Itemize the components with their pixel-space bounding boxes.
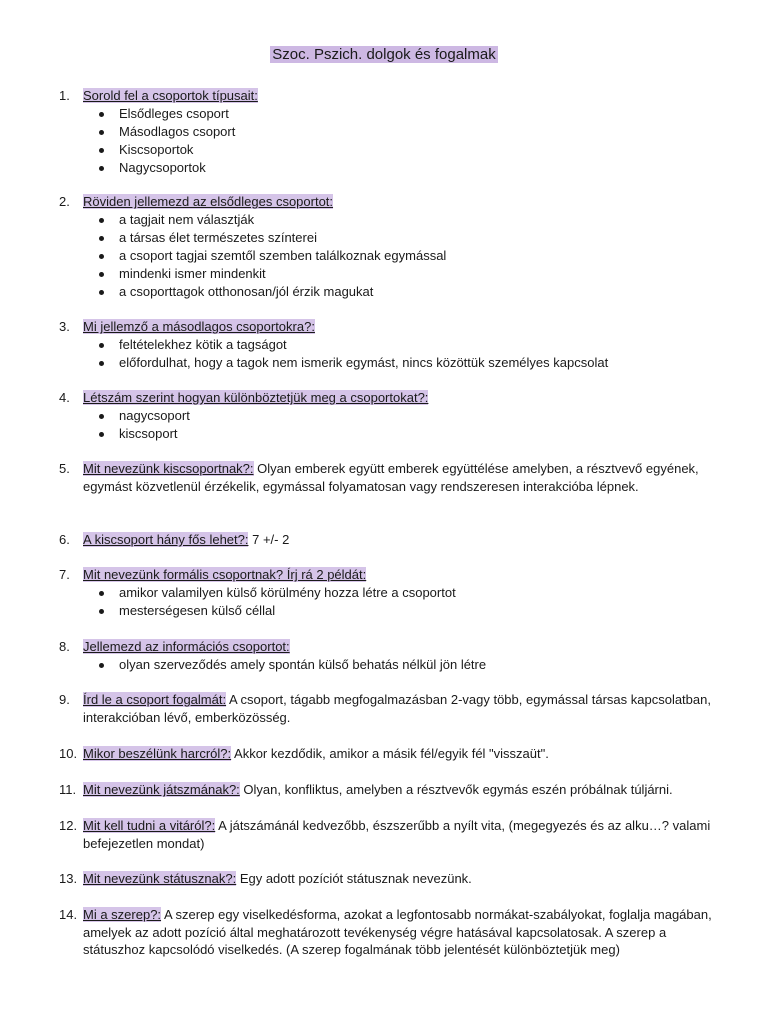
question-answer: Egy adott pozíciót státusznak nevezünk. — [236, 871, 472, 886]
question-prompt: Sorold fel a csoportok típusait: — [83, 88, 258, 103]
question-number: 9. — [59, 692, 70, 707]
question-5 — [59, 460, 724, 495]
question-prompt: Jellemezd az információs csoportot: — [83, 639, 290, 654]
question-8 — [59, 638, 724, 674]
question-text-line — [83, 318, 724, 336]
list-item: Nagycsoportok — [59, 159, 724, 177]
question-text-line — [83, 870, 724, 888]
list-item: a tagjait nem választják — [59, 211, 724, 229]
list-item: mindenki ismer mindenkit — [59, 265, 724, 283]
question-2 — [59, 193, 724, 302]
question-prompt: Írd le a csoport fogalmát: — [83, 692, 227, 707]
question-text-line — [83, 691, 724, 726]
question-answer: Olyan emberek együtt emberek együttélése amelyben, a résztvevő egyének, egymást közvetlenül érzékelik, egymással folyamatosan vagy rendszeresen interakcióba lépnek. — [83, 461, 699, 494]
question-answer: A játszámánál kedvezőbb, észszerűbb a nyílt vita, (megegyezés és az alku…? valami befejezetlen mondat) — [83, 818, 711, 851]
question-12 — [59, 817, 724, 852]
list-item: kiscsoport — [59, 425, 724, 443]
question-13 — [59, 870, 724, 888]
list-item: nagycsoport — [59, 407, 724, 425]
question-14 — [59, 906, 724, 959]
question-number: 2. — [59, 194, 70, 209]
question-prompt: Mikor beszélünk harcról?: — [83, 746, 232, 761]
question-text-line — [83, 460, 724, 495]
question-prompt: Mit nevezünk formális csoportnak? Írj rá 2 példát: — [83, 567, 367, 582]
question-prompt: Mi jellemző a másodlagos csoportokra?: — [83, 319, 315, 334]
question-answer: A szerep egy viselkedésforma, azokat a legfontosabb normákat-szabályokat, foglalja magában, amelyek az adott pozíció által meghatározott tevékenység végre hatásával kapcsolatosak. A szerep a státuszhoz kapcsolódó viselkedés. (A szerep fogalmának több jelentését különböztetjük meg) — [83, 907, 712, 958]
question-1 — [59, 87, 724, 177]
question-number: 11. — [59, 782, 77, 797]
question-6 — [59, 531, 724, 549]
list-item: mesterségesen külső céllal — [59, 602, 724, 620]
question-number: 3. — [59, 319, 70, 334]
list-item: Elsődleges csoport — [59, 105, 724, 123]
question-prompt: Létszám szerint hogyan különböztetjük meg a csoportokat?: — [83, 390, 429, 405]
document-title-text: Szoc. Pszich. dolgok és fogalmak — [272, 46, 496, 63]
question-text-line — [83, 389, 724, 407]
list-item: Másodlagos csoport — [59, 123, 724, 141]
question-text-line — [83, 566, 724, 584]
question-number: 7. — [59, 567, 70, 582]
question-number: 6. — [59, 532, 70, 547]
question-answer: Akkor kezdődik, amikor a másik fél/egyik fél "visszaüt". — [231, 746, 549, 761]
question-text-line — [83, 193, 724, 211]
question-answer: Olyan, konfliktus, amelyben a résztvevők egymás eszén próbálnak túljárni. — [239, 782, 673, 797]
list-item: a társas élet természetes színterei — [59, 229, 724, 247]
answer-list — [59, 656, 724, 674]
question-prompt: Mit nevezünk státusznak?: — [83, 871, 237, 886]
question-3 — [59, 318, 724, 372]
question-number: 14. — [59, 907, 78, 922]
question-number: 12. — [59, 818, 78, 833]
question-prompt: Mit nevezünk játszmának?: — [83, 782, 240, 797]
question-answer: 7 +/- 2 — [248, 532, 290, 547]
question-prompt: Mit nevezünk kiscsoportnak?: — [83, 461, 254, 476]
question-9 — [59, 691, 724, 726]
question-prompt: Mit kell tudni a vitáról?: — [83, 818, 216, 833]
question-number: 8. — [59, 639, 70, 654]
list-item: amikor valamilyen külső körülmény hozza létre a csoportot — [59, 584, 724, 602]
question-text-line — [83, 531, 724, 549]
question-prompt: Röviden jellemezd az elsődleges csoportot: — [83, 194, 334, 209]
document-title — [0, 45, 768, 65]
list-item: a csoporttagok otthonosan/jól érzik magukat — [59, 283, 724, 301]
question-number: 10. — [59, 746, 78, 761]
list-item: a csoport tagjai szemtől szemben találkoznak egymással — [59, 247, 724, 265]
list-item: előfordulhat, hogy a tagok nem ismerik egymást, nincs közöttük személyes kapcsolat — [59, 354, 724, 372]
question-11 — [59, 781, 724, 799]
question-number: 13. — [59, 871, 78, 886]
question-text-line — [83, 638, 724, 656]
question-text-line — [83, 745, 724, 763]
question-number: 1. — [59, 88, 70, 103]
answer-list — [59, 407, 724, 443]
question-text-line — [83, 87, 724, 105]
question-number: 5. — [59, 461, 70, 476]
list-item: Kiscsoportok — [59, 141, 724, 159]
answer-list — [59, 211, 724, 302]
question-4 — [59, 389, 724, 443]
list-item: feltételekhez kötik a tagságot — [59, 336, 724, 354]
question-number: 4. — [59, 390, 70, 405]
question-answer: A csoport, tágabb megfogalmazásban 2-vagy több, egymással társas kapcsolatban, interakcióban lévő, emberközösség. — [83, 692, 711, 725]
question-text-line — [83, 781, 724, 799]
question-text-line — [83, 906, 724, 959]
question-10 — [59, 745, 724, 763]
answer-list — [59, 105, 724, 178]
answer-list — [59, 336, 724, 372]
question-prompt: Mi a szerep?: — [83, 907, 162, 922]
answer-list — [59, 584, 724, 620]
question-7 — [59, 566, 724, 620]
question-text-line — [83, 817, 724, 852]
question-prompt: A kiscsoport hány fős lehet?: — [83, 532, 249, 547]
list-item: olyan szerveződés amely spontán külső behatás nélkül jön létre — [59, 656, 724, 674]
